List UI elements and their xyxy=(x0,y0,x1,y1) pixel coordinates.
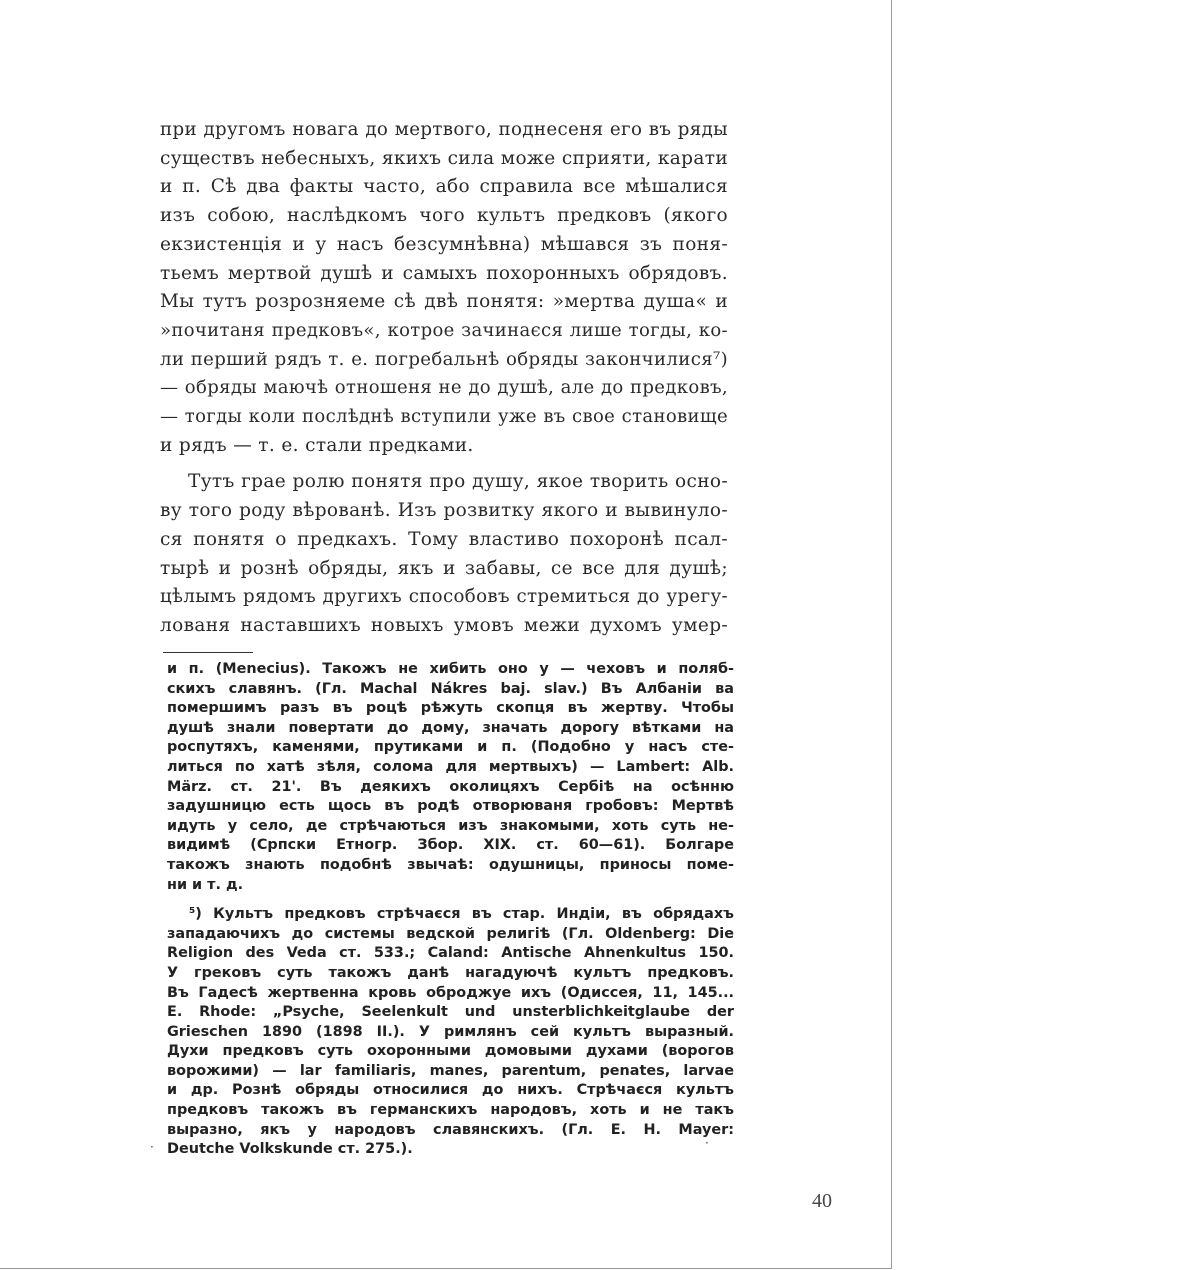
text-line: Тутъ грае ролю понятя про душу, якое творить осно- xyxy=(188,471,728,493)
footnote-line: и п. (Menecius). Такожъ не хибить оно у — чеховъ и поляб- xyxy=(167,661,734,677)
footnote-line: предковъ такожъ въ германскихъ народовъ, хоть и не такъ xyxy=(167,1102,734,1119)
footnote-line: ⁵) Культъ предковъ стрѣчаєся въ стар. Индіи, въ обрядахъ xyxy=(189,906,734,923)
footnote-line: и др. Рознѣ обряды относилися до нихъ. Стрѣчаєся культъ xyxy=(167,1082,734,1099)
footnote-line: роспутяхъ, каменями, прутиками и п. (Подобно у насъ сте- xyxy=(167,739,734,756)
text-line: екзистенція и у насъ безсумнѣвна) мѣшався зъ поня- xyxy=(160,233,728,255)
page-number: 40 xyxy=(812,1190,832,1212)
footnote-line: März. ст. 21'. Въ деякихъ околицяхъ Сербіѣ на осѣнню xyxy=(167,778,734,795)
text-line: Мы тутъ розрозняеме сѣ двѣ понятя: »мертва душа« и xyxy=(160,291,728,313)
text-line: изъ собою, наслѣдкомъ чого культъ предковъ (якого xyxy=(160,205,728,227)
text-line: »почитаня предковъ«, котрое зачинаєся лише тогды, ко- xyxy=(160,319,728,341)
footnote-line: литься по хатѣ зѣля, солома для мертвыхъ) — Lambert: Alb. xyxy=(167,758,734,775)
text-line: тьемъ мертвой душѣ и самыхъ похоронныхъ обрядовъ. xyxy=(160,262,728,284)
text-line: ли перший рядъ т. е. погребальнѣ обряды закончилися⁷) xyxy=(160,348,728,370)
text-line: ву того роду вѣрованѣ. Изъ розвитку якого и вывинуло- xyxy=(160,500,728,522)
footnote-line: выразно, якъ у народовъ славянскихъ. (Гл. E. H. Mayer: xyxy=(167,1121,734,1138)
paragraph-1 xyxy=(160,116,728,460)
footnote-line: душѣ знали повертати до дому, значать дорогу вѣтками на xyxy=(167,719,734,736)
text-line: — обряды маючѣ отношеня не до душѣ, але до предковъ, xyxy=(160,377,728,399)
scan-speck: · xyxy=(705,1136,709,1150)
text-line: — тогды коли послѣднѣ вступили уже въ свое становище xyxy=(160,406,728,428)
text-line: лованя наставшихъ новыхъ умовъ межи духомъ умер- xyxy=(160,614,728,636)
footnote-line: Religion des Veda ст. 533.; Caland: Antische Ahnenkultus 150. xyxy=(167,945,734,962)
text-line: при другомъ новага до мертвого, поднесеня его въ ряды xyxy=(160,119,728,140)
footnote-4-continuation xyxy=(167,660,734,895)
scan-speck: · xyxy=(150,1140,154,1154)
footnote-line: такожъ знають подобнѣ звычаѣ: одушницы, приносы поме- xyxy=(167,856,734,873)
text-line: и рядъ — т. е. стали предками. xyxy=(160,434,474,456)
footnotes xyxy=(167,660,734,1160)
text-line: и п. Сѣ два факты часто, або справила все мѣшалися xyxy=(160,176,728,198)
footnote-line: Grieschen 1890 (1898 II.). У римлянъ сей культъ выразный. xyxy=(167,1023,734,1040)
footnote-line: Духи предковъ суть охоронными домовыми духами (ворогов xyxy=(167,1043,734,1060)
footnote-line: У грековъ суть такожъ данѣ нагадуючѣ культъ предковъ. xyxy=(167,964,734,981)
footnote-line: ни и т. д. xyxy=(167,876,244,893)
footnote-line: E. Rhode: „Psyche, Seelenkult und unsterblichkeitglaube der xyxy=(167,1004,734,1021)
footnote-line: помершимъ разъ въ роцѣ рѣжуть скопця въ жертву. Чтобы xyxy=(167,700,734,717)
footnote-line: ворожими) — lar familiaris, manes, parentum, penates, larvae xyxy=(167,1062,734,1079)
footnote-line: скихъ славянъ. (Гл. Machal Nákres baj. slav.) Въ Албаніи ва xyxy=(167,680,734,697)
text-line: существъ небесныхъ, якихъ сила може сприяти, карати xyxy=(160,147,728,169)
footnote-5 xyxy=(167,905,734,1160)
main-text xyxy=(160,116,728,641)
footnote-line: видимѣ (Српски Етногр. Збор. XIX. ст. 60—61). Болгаре xyxy=(167,837,734,854)
text-line: ся понятя о предкахъ. Тому властиво похоронѣ псал- xyxy=(160,528,728,550)
footnote-line: западаючихъ до системы ведской религіѣ (Гл. Oldenberg: Die xyxy=(167,925,734,942)
footnote-line: идуть у село, де стрѣчаються изъ знакомыми, хоть суть не- xyxy=(167,817,734,834)
footnote-line: задушницю есть щось въ родѣ отворюваня гробовъ: Мертвѣ xyxy=(167,798,734,815)
footnote-separator xyxy=(163,652,253,653)
paragraph-2 xyxy=(160,468,728,640)
footnote-line: Въ Гадесѣ жертвенна кровь оброджуе ихъ (Одиссея, 11, 145... xyxy=(167,984,734,1001)
text-line: цѣлымъ рядомъ другихъ способовъ стремиться до урегу- xyxy=(160,586,728,608)
footnote-line: Deutche Volkskunde ст. 275.). xyxy=(167,1141,413,1158)
text-line: тырѣ и рознѣ обряды, якъ и забавы, се все для душѣ; xyxy=(160,557,728,579)
